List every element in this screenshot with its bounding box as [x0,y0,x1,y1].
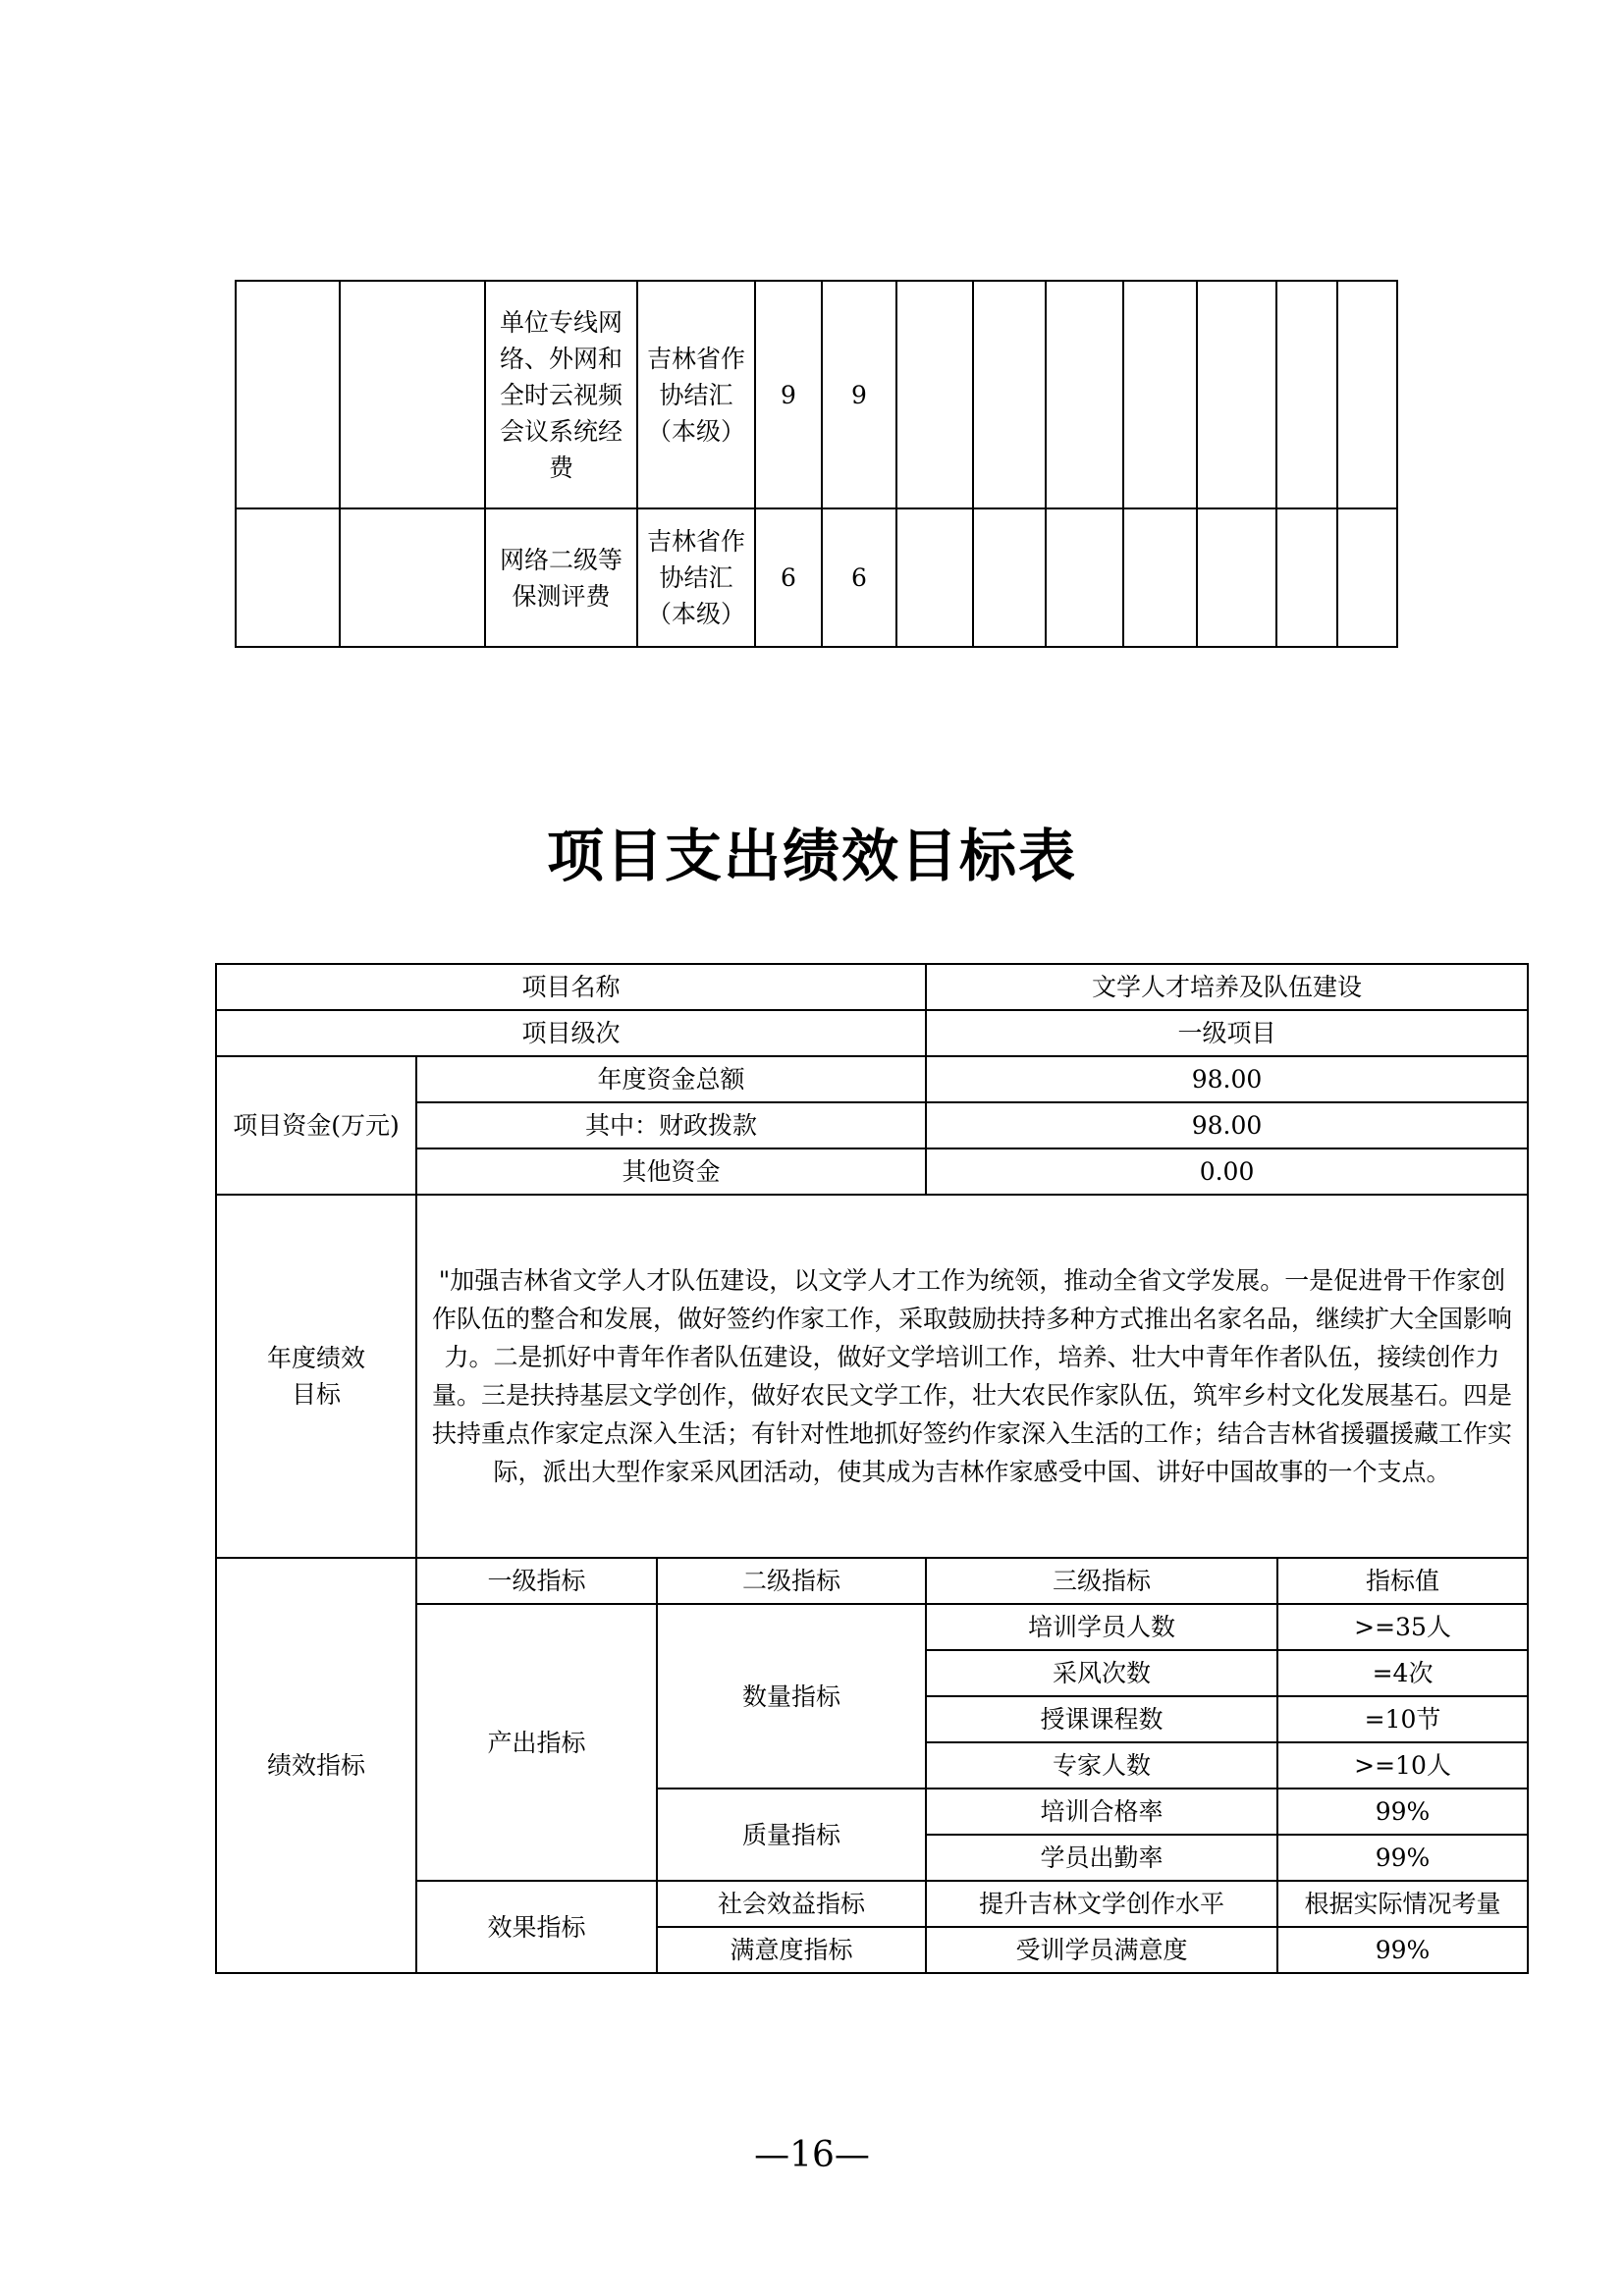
empty-cell [1337,281,1397,508]
page-number: —16— [754,2135,870,2175]
budget-continuation-table [235,280,1398,648]
unit-cell: 吉林省作协结汇（本级） [637,281,755,508]
header-level1: 一级指标 [416,1558,657,1604]
indicator-value: =4次 [1277,1650,1528,1696]
page-title: 项目支出绩效目标表 [546,823,1077,889]
empty-cell [1276,508,1337,647]
table-row [216,1056,1528,1102]
project-fund-label: 项目资金(万元) [216,1056,416,1195]
fund-total-label: 年度资金总额 [416,1056,926,1102]
quality-indicator-label: 质量指标 [657,1789,926,1881]
amount-cell: 6 [755,508,822,647]
empty-cell [1197,508,1276,647]
empty-cell [1046,508,1123,647]
table-row [216,1010,1528,1056]
empty-cell [973,281,1046,508]
annual-goal-text: "加强吉林省文学人才队伍建设，以文学人才工作为统领，推动全省文学发展。一是促进骨干作家创作队伍的整合和发展，做好签约作家工作，采取鼓励扶持多种方式推出名家名品，继续扩大全国影响力。二是抓好中青年作者队伍建设，做好文学培训工作，培养、壮大中青年作者队伍，接续创作力量。三是扶持基层文学创作，做好农民文学工作，壮大农民作家队伍，筑牢乡村文化发展基石。四是扶持重点作家定点深入生活；有针对性地抓好签约作家深入生活的工作；结合吉林省援疆援藏工作实际，派出大型作家采风团活动，使其成为吉林作家感受中国、讲好中国故事的一个支点。 [416,1195,1528,1558]
indicator-value: >=10人 [1277,1742,1528,1789]
empty-cell [340,508,485,647]
empty-cell [973,508,1046,647]
social-benefit-label: 社会效益指标 [657,1881,926,1927]
indicator-name: 培训合格率 [926,1789,1277,1835]
empty-cell [1046,281,1123,508]
empty-cell [1197,281,1276,508]
indicator-value: 99% [1277,1927,1528,1973]
project-level-label: 项目级次 [216,1010,926,1056]
empty-cell [1123,508,1197,647]
table-row [236,281,1397,508]
effect-indicator-label: 效果指标 [416,1881,657,1973]
amount-cell: 9 [822,281,896,508]
indicator-name: 授课课程数 [926,1696,1277,1742]
empty-cell [896,281,973,508]
indicator-value: >=35人 [1277,1604,1528,1650]
amount-cell: 6 [822,508,896,647]
indicator-name: 学员出勤率 [926,1835,1277,1881]
performance-target-table [215,963,1529,1974]
indicator-name: 专家人数 [926,1742,1277,1789]
indicator-name: 采风次数 [926,1650,1277,1696]
project-name-label: 项目名称 [216,964,926,1010]
fund-fiscal-value: 98.00 [926,1102,1528,1148]
item-name-cell: 单位专线网络、外网和全时云视频会议系统经费 [485,281,637,508]
satisfaction-label: 满意度指标 [657,1927,926,1973]
table-row [216,1558,1528,1604]
output-indicator-label: 产出指标 [416,1604,657,1881]
indicator-value: 根据实际情况考量 [1277,1881,1528,1927]
indicator-name: 培训学员人数 [926,1604,1277,1650]
empty-cell [1123,281,1197,508]
table-row [236,508,1397,647]
indicator-name: 提升吉林文学创作水平 [926,1881,1277,1927]
empty-cell [236,281,340,508]
empty-cell [340,281,485,508]
annual-goal-label: 年度绩效目标 [216,1195,416,1558]
project-level-value: 一级项目 [926,1010,1528,1056]
amount-cell: 9 [755,281,822,508]
project-name-value: 文学人才培养及队伍建设 [926,964,1528,1010]
fund-other-label: 其他资金 [416,1148,926,1195]
indicator-name: 受训学员满意度 [926,1927,1277,1973]
fund-other-value: 0.00 [926,1148,1528,1195]
empty-cell [236,508,340,647]
item-name-cell: 网络二级等保测评费 [485,508,637,647]
header-level2: 二级指标 [657,1558,926,1604]
table-row [216,1195,1528,1558]
empty-cell [896,508,973,647]
indicator-value: =10节 [1277,1696,1528,1742]
header-value: 指标值 [1277,1558,1528,1604]
fund-fiscal-label: 其中：财政拨款 [416,1102,926,1148]
indicator-value: 99% [1277,1835,1528,1881]
empty-cell [1337,508,1397,647]
quantity-indicator-label: 数量指标 [657,1604,926,1789]
indicator-label: 绩效指标 [216,1558,416,1973]
header-level3: 三级指标 [926,1558,1277,1604]
empty-cell [1276,281,1337,508]
unit-cell: 吉林省作协结汇（本级） [637,508,755,647]
fund-total-value: 98.00 [926,1056,1528,1102]
indicator-value: 99% [1277,1789,1528,1835]
table-row [216,964,1528,1010]
